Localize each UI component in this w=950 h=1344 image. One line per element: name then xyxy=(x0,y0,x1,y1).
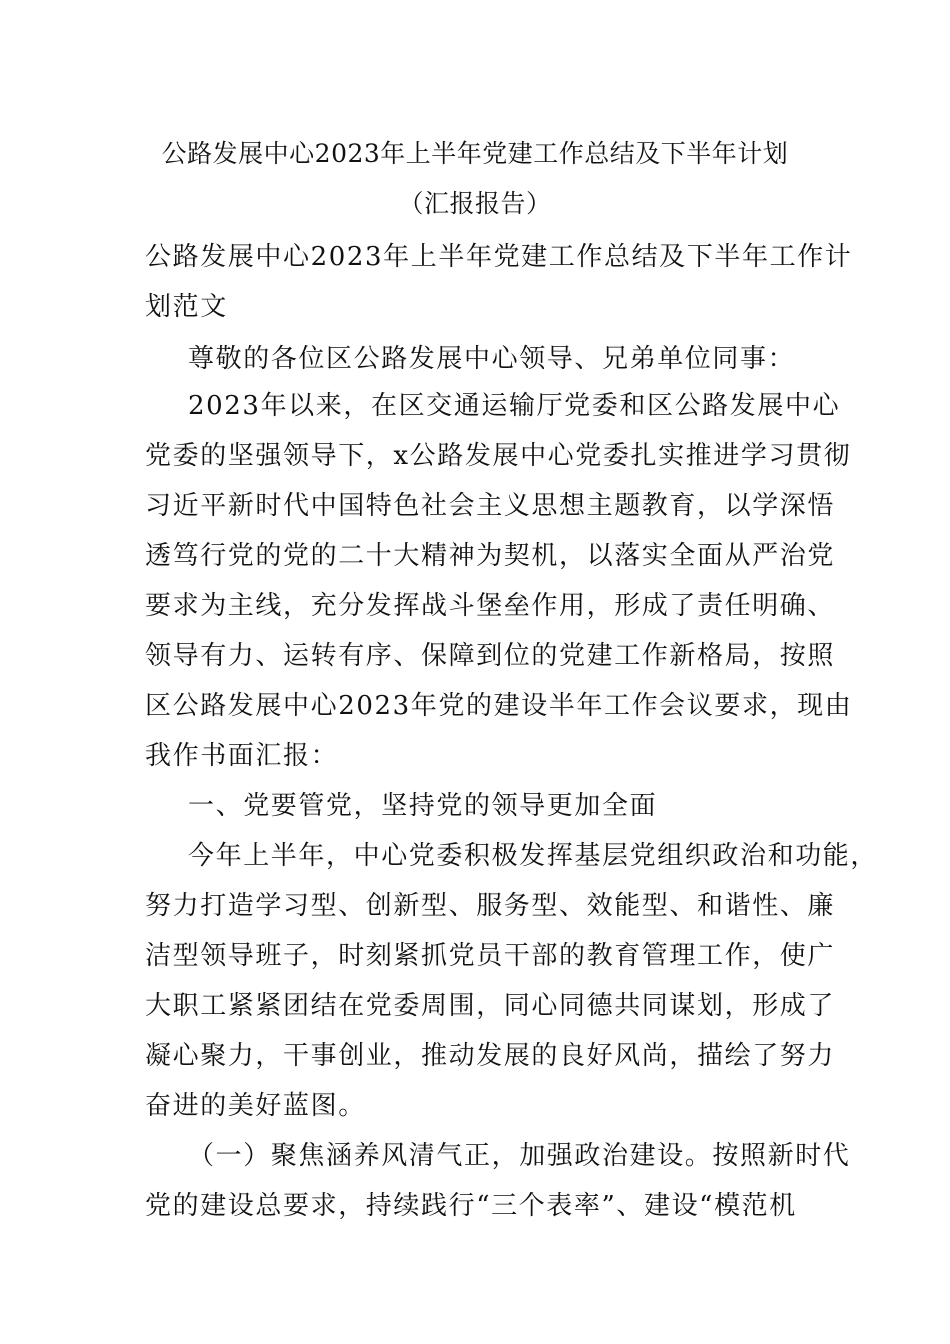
document-subtitle: （汇报报告） xyxy=(398,189,552,218)
paragraph-line: （一）聚焦涵养风清气正，加强政治建设。按照新时代 xyxy=(188,1141,851,1171)
paragraph-line: 党委的坚强领导下，x公路发展中心党委扎实推进学习贯彻 xyxy=(145,441,852,471)
paragraph-line: 努力打造学习型、创新型、服务型、效能型、和谐性、廉 xyxy=(145,891,836,921)
paragraph-line: 我作书面汇报： xyxy=(145,741,339,771)
heading-line: 划范文 xyxy=(145,292,228,322)
paragraph-line: 大职工紧紧团结在党委周围，同心同德共同谋划，形成了 xyxy=(145,991,836,1021)
paragraph-line: 党的建设总要求，持续践行“三个表率”、建设“模范机 xyxy=(145,1191,797,1221)
paragraph-line: 领导有力、运转有序、保障到位的党建工作新格局，按照 xyxy=(145,641,836,671)
paragraph-line: 习近平新时代中国特色社会主义思想主题教育，以学深悟 xyxy=(145,491,836,521)
paragraph-line: 凝心聚力，干事创业，推动发展的良好风尚，描绘了努力 xyxy=(145,1041,836,1071)
salutation: 尊敬的各位区公路发展中心领导、兄弟单位同事： xyxy=(188,344,796,374)
paragraph-line: 奋进的美好蓝图。 xyxy=(145,1091,366,1121)
paragraph-line: 洁型领导班子，时刻紧抓党员干部的教育管理工作，使广 xyxy=(145,941,836,971)
paragraph-line: 区公路发展中心2023年党的建设半年工作会议要求，现由 xyxy=(145,691,853,721)
paragraph-line: 2023年以来，在区交通运输厅党委和区公路发展中心 xyxy=(188,391,841,421)
paragraph-line: 要求为主线，充分发挥战斗堡垒作用，形成了责任明确、 xyxy=(145,591,836,621)
paragraph-line: 今年上半年，中心党委积极发挥基层党组织政治和功能， xyxy=(188,841,879,871)
document-title: 公路发展中心2023年上半年党建工作总结及下半年计划 xyxy=(161,139,789,168)
section-heading: 一、党要管党，坚持党的领导更加全面 xyxy=(188,791,658,821)
paragraph-line: 透笃行党的党的二十大精神为契机，以落实全面从严治党 xyxy=(145,541,836,571)
heading-line: 公路发展中心2023年上半年党建工作总结及下半年工作计 xyxy=(145,242,853,272)
